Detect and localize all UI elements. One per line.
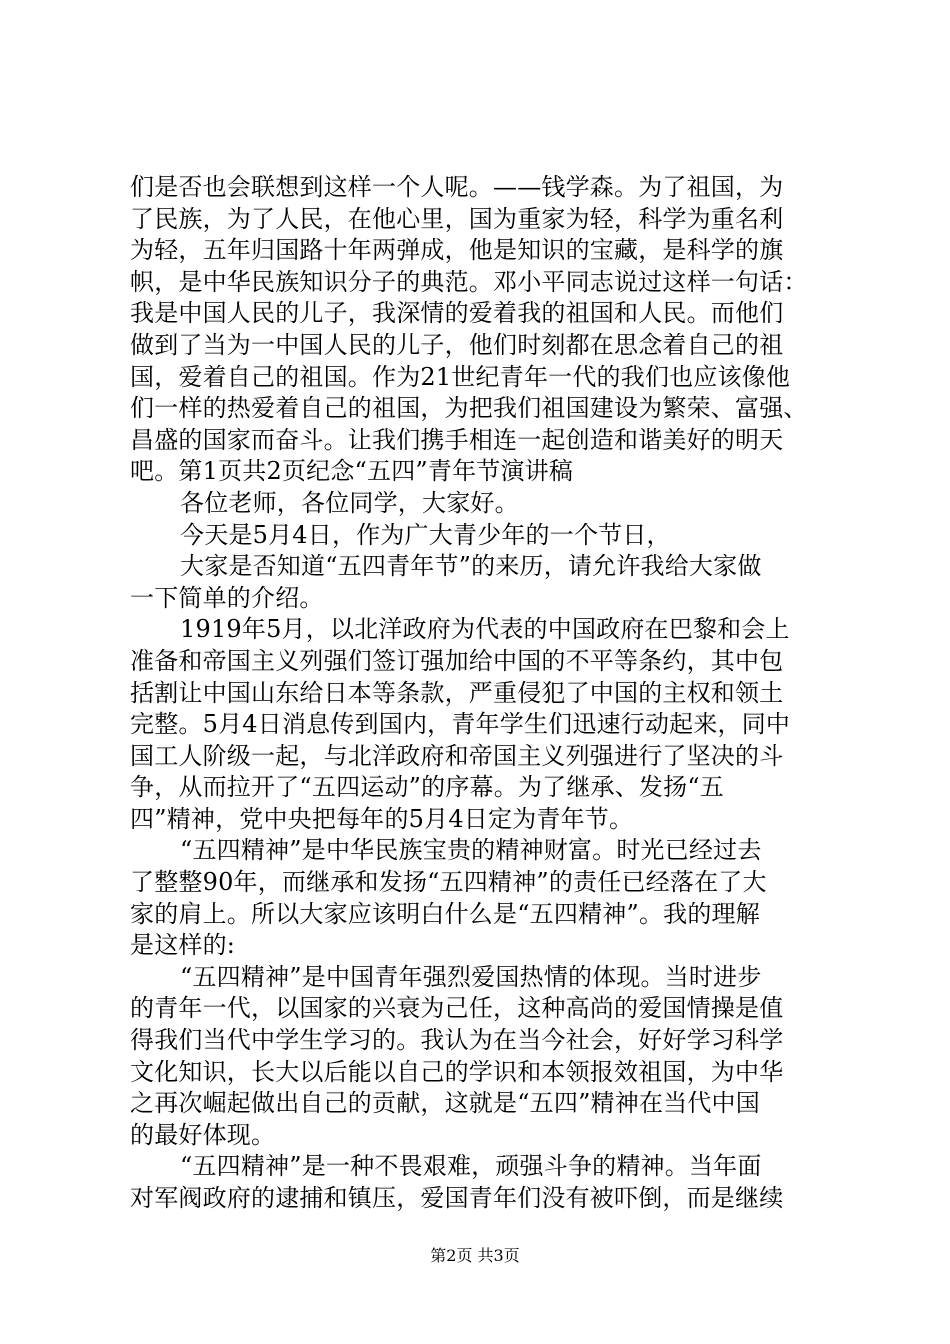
text-line: “五四精神”是中华民族宝贵的精神财富。时光已经过去 bbox=[180, 836, 762, 865]
text-line: 完整。5月4日消息传到国内，青年学生们迅速行动起来，同中 bbox=[130, 710, 791, 739]
text-line: 括割让中国山东给日本等条款，严重侵犯了中国的主权和领土 bbox=[130, 678, 784, 707]
text-line: 得我们当代中学生学习的。我认为在当今社会，好好学习科学 bbox=[130, 1026, 784, 1055]
text-line: “五四精神”是一种不畏艰难，顽强斗争的精神。当年面 bbox=[180, 1152, 762, 1181]
text-line: 我是中国人民的儿子，我深情的爱着我的祖国和人民。而他们 bbox=[130, 299, 784, 328]
text-line: 四”精神，党中央把每年的5月4日定为青年节。 bbox=[130, 804, 634, 833]
text-line: 们是否也会联想到这样一个人呢。——钱学森。为了祖国，为 bbox=[130, 173, 784, 201]
text-line: 了民族，为了人民，在他心里，国为重家为轻，科学为重名利 bbox=[130, 204, 784, 233]
text-line: 的最好体现。 bbox=[130, 1120, 276, 1149]
text-line: 昌盛的国家而奋斗。让我们携手相连一起创造和谐美好的明天 bbox=[130, 425, 784, 454]
text-line: 文化知识，长大以后能以自己的学识和本领报效祖国，为中华 bbox=[130, 1057, 784, 1086]
text-line: 们一样的热爱着自己的祖国，为把我们祖国建设为繁荣、富强、 bbox=[130, 394, 808, 423]
body-text bbox=[130, 172, 830, 1215]
text-line: 争，从而拉开了“五四运动”的序幕。为了继承、发扬“五 bbox=[130, 773, 725, 802]
text-line: 对军阀政府的逮捕和镇压，爱国青年们没有被吓倒，而是继续 bbox=[130, 1184, 784, 1212]
page-footer: 第2页 共3页 bbox=[430, 1246, 520, 1265]
text-line: 国工人阶级一起，与北洋政府和帝国主义列强进行了坚决的斗 bbox=[130, 741, 784, 770]
text-line: 国，爱着自己的祖国。作为21世纪青年一代的我们也应该像他 bbox=[130, 362, 791, 391]
text-line: 之再次崛起做出自己的贡献，这就是“五四”精神在当代中国 bbox=[130, 1089, 760, 1118]
text-line: 是这样的: bbox=[130, 931, 236, 960]
text-line: 准备和帝国主义列强们签订强加给中国的不平等条约，其中包 bbox=[130, 646, 784, 675]
text-line: 吧。第1页共2页纪念“五四”青年节演讲稿 bbox=[130, 457, 574, 486]
text-line: 为轻，五年归国路十年两弹成，他是知识的宝藏，是科学的旗 bbox=[130, 236, 784, 265]
text-line: 了整整90年，而继承和发扬“五四精神”的责任已经落在了大 bbox=[130, 868, 767, 897]
text-line: 各位老师，各位同学，大家好。 bbox=[180, 488, 519, 517]
text-line: 家的肩上。所以大家应该明白什么是“五四精神”。我的理解 bbox=[130, 899, 760, 928]
text-line: 大家是否知道“五四青年节”的来历，请允许我给大家做 bbox=[180, 552, 762, 581]
text-line: “五四精神”是中国青年强烈爱国热情的体现。当时进步 bbox=[180, 962, 762, 991]
text-line: 做到了当为一中国人民的儿子，他们时刻都在思念着自己的祖 bbox=[130, 330, 784, 359]
text-line: 1919年5月，以北洋政府为代表的中国政府在巴黎和会上 bbox=[180, 615, 790, 644]
text-line: 的青年一代，以国家的兴衰为己任，这种高尚的爱国情操是值 bbox=[130, 994, 784, 1023]
text-line: 一下简单的介绍。 bbox=[130, 583, 324, 612]
text-line: 帜，是中华民族知识分子的典范。邓小平同志说过这样一句话： bbox=[130, 267, 808, 296]
text-line: 今天是5月4日，作为广大青少年的一个节日， bbox=[180, 520, 671, 549]
